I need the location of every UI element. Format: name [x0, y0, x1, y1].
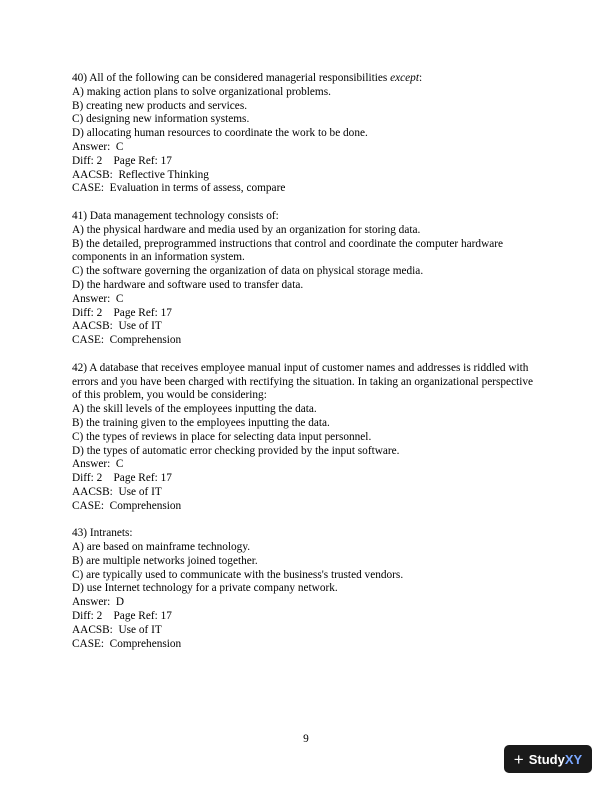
- aacsb-tag: AACSB: Use of IT: [72, 485, 162, 498]
- option-c: C) are typically used to communicate with the business's trusted vendors.: [72, 568, 404, 581]
- difficulty: Diff: 2 Page Ref: 17: [72, 610, 172, 623]
- question-stem: [72, 72, 540, 86]
- aacsb-tag: AACSB: Reflective Thinking: [72, 168, 209, 181]
- case-tag: CASE: Comprehension: [72, 334, 182, 347]
- aacsb-tag: AACSB: Use of IT: [72, 320, 162, 333]
- stem-emphasis: except: [390, 72, 419, 84]
- page-number: 9: [303, 733, 309, 745]
- aacsb-tag: AACSB: Use of IT: [72, 623, 162, 636]
- option-a: A) the skill levels of the employees inputting the data.: [72, 403, 317, 416]
- option-c: C) designing new information systems.: [72, 113, 250, 126]
- case-tag: CASE: Comprehension: [72, 499, 182, 512]
- answer: Answer: C: [72, 140, 124, 153]
- question-stem: 42) A database that receives employee manual input of customer names and addresses is riddled with errors and you have been charged with rectifying the situation. In taking an organizational perspective of this problem, you would be considering:: [72, 361, 534, 402]
- answer: Answer: C: [72, 458, 124, 471]
- option-c: C) the types of reviews in place for selecting data input personnel.: [72, 430, 372, 443]
- brand-accent: XY: [564, 751, 583, 767]
- question-43: [72, 527, 540, 651]
- difficulty: Diff: 2 Page Ref: 17: [72, 306, 172, 319]
- option-d: D) allocating human resources to coordinate the work to be done.: [72, 127, 368, 140]
- option-d: D) the hardware and software used to transfer data.: [72, 278, 304, 291]
- question-stem: 41) Data management technology consists of:: [72, 209, 279, 222]
- option-a: A) the physical hardware and media used by an organization for storing data.: [72, 223, 421, 236]
- difficulty: Diff: 2 Page Ref: 17: [72, 154, 172, 167]
- question-41: [72, 210, 540, 348]
- document-body: [72, 72, 540, 665]
- case-tag: CASE: Evaluation in terms of assess, compare: [72, 182, 286, 195]
- answer: Answer: C: [72, 292, 124, 305]
- option-b: B) the training given to the employees inputting the data.: [72, 416, 330, 429]
- option-d: D) use Internet technology for a private company network.: [72, 582, 338, 595]
- option-a: A) making action plans to solve organizational problems.: [72, 85, 331, 98]
- question-40: [72, 72, 540, 196]
- option-b: B) the detailed, preprogrammed instructions that control and coordinate the computer hardware components in an information system.: [72, 237, 504, 264]
- option-d: D) the types of automatic error checking provided by the input software.: [72, 444, 400, 457]
- brand-main: Study: [528, 751, 565, 767]
- question-42: [72, 362, 540, 514]
- studyxy-badge[interactable]: [504, 745, 592, 773]
- case-tag: CASE: Comprehension: [72, 637, 182, 650]
- option-b: B) creating new products and services.: [72, 99, 248, 112]
- option-c: C) the software governing the organization of data on physical storage media.: [72, 265, 424, 278]
- stem-text: 40) All of the following can be considered managerial responsibilities: [72, 72, 391, 84]
- difficulty: Diff: 2 Page Ref: 17: [72, 472, 172, 485]
- plus-icon: +: [513, 749, 524, 769]
- option-a: A) are based on mainframe technology.: [72, 541, 251, 554]
- option-b: B) are multiple networks joined together.: [72, 554, 258, 567]
- stem-punctuation: :: [418, 72, 423, 84]
- question-stem: 43) Intranets:: [72, 527, 133, 540]
- answer: Answer: D: [72, 596, 125, 609]
